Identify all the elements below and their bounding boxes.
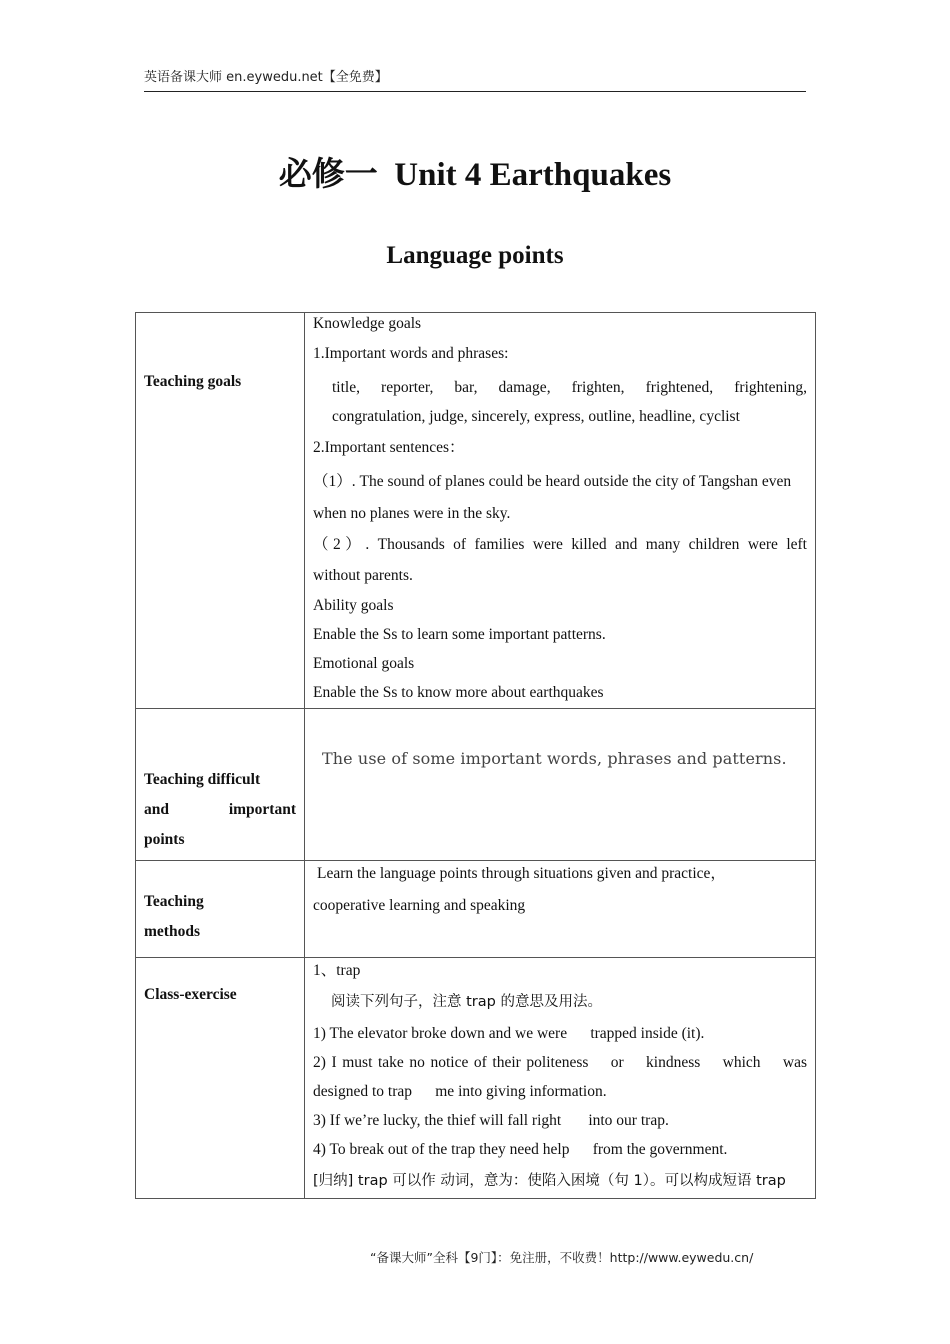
difficult-label-c: points <box>144 831 185 848</box>
sentence-2a: （2）. Thousands of families were killed and many children were left <box>313 536 807 553</box>
page-title <box>0 148 950 195</box>
title-english: Unit 4 Earthquakes <box>394 157 672 193</box>
content-cell <box>305 958 816 1199</box>
teaching-goals-label: Teaching goals <box>144 373 242 390</box>
lesson-plan-table <box>135 312 816 1199</box>
header-text: 英语备课大师 en.eywedu.net【全免费】 <box>144 70 388 85</box>
exercise-item-heading: 1、trap <box>313 962 361 979</box>
content-cell <box>305 861 816 958</box>
exercise-sentence-2b: designed to trap me into giving information. <box>313 1083 607 1100</box>
methods-label-b: methods <box>144 923 200 940</box>
footer-text: “备课大师”全科【9门】：免注册，不收费！http://www.eywedu.cn/ <box>370 1250 754 1265</box>
words-line-1: title, reporter, bar, damage, frighten, frightened, frightening, <box>332 379 807 396</box>
exercise-sentence-4: 4) To break out of the trap they need help from the government. <box>313 1141 728 1158</box>
exercise-summary: [归纳] trap 可以作 动词，意为：使陷入困境（句 1）。可以构成短语 trap <box>313 1173 786 1189</box>
exercise-sentence-2a: 2) I must take no notice of their politeness or kindness which was <box>313 1054 807 1071</box>
emotional-heading: Emotional goals <box>313 655 415 672</box>
page-subtitle: Language points <box>386 242 564 269</box>
difficult-label-b: and important <box>144 801 296 818</box>
content-cell <box>305 313 816 709</box>
difficult-points-text: The use of some important words, phrases and patterns. <box>322 749 787 768</box>
words-line-2: congratulation, judge, sincerely, express, outline, headline, cyclist <box>332 408 740 425</box>
content-cell <box>305 709 816 861</box>
methods-text-a: Learn the language points through situations given and practice， <box>317 865 726 882</box>
knowledge-heading: Knowledge goals <box>313 315 422 332</box>
row-class-exercise <box>136 958 816 1199</box>
sentence-1b: when no planes were in the sky. <box>313 505 511 522</box>
exercise-sentence-1: 1) The elevator broke down and we were trapped inside (it). <box>313 1025 705 1042</box>
label-cell <box>136 958 305 1199</box>
emotional-text: Enable the Ss to know more about earthquakes <box>313 684 604 701</box>
row-difficult-points <box>136 709 816 861</box>
difficult-label-a: Teaching difficult <box>144 771 261 788</box>
label-cell <box>136 709 305 861</box>
row-teaching-methods <box>136 861 816 958</box>
sentence-1a: （1）. The sound of planes could be heard outside the city of Tangshan even <box>313 473 792 490</box>
methods-label-a: Teaching <box>144 893 204 910</box>
sentence-2b: without parents. <box>313 567 413 584</box>
methods-text-b: cooperative learning and speaking <box>313 897 526 914</box>
row-teaching-goals <box>136 313 816 709</box>
exercise-label: Class-exercise <box>144 986 237 1003</box>
label-cell <box>136 861 305 958</box>
title-chinese: 必修一 <box>278 154 378 193</box>
sentences-heading: 2.Important sentences： <box>313 439 465 456</box>
words-heading: 1.Important words and phrases: <box>313 345 509 362</box>
exercise-instruction: 阅读下列句子，注意 trap 的意思及用法。 <box>331 994 602 1010</box>
page-footer <box>370 1248 810 1266</box>
ability-heading: Ability goals <box>313 597 394 614</box>
label-cell <box>136 313 305 709</box>
ability-text: Enable the Ss to learn some important patterns. <box>313 626 606 643</box>
exercise-sentence-3: 3) If we’re lucky, the thief will fall right into our trap. <box>313 1112 669 1129</box>
page-header <box>144 66 806 92</box>
